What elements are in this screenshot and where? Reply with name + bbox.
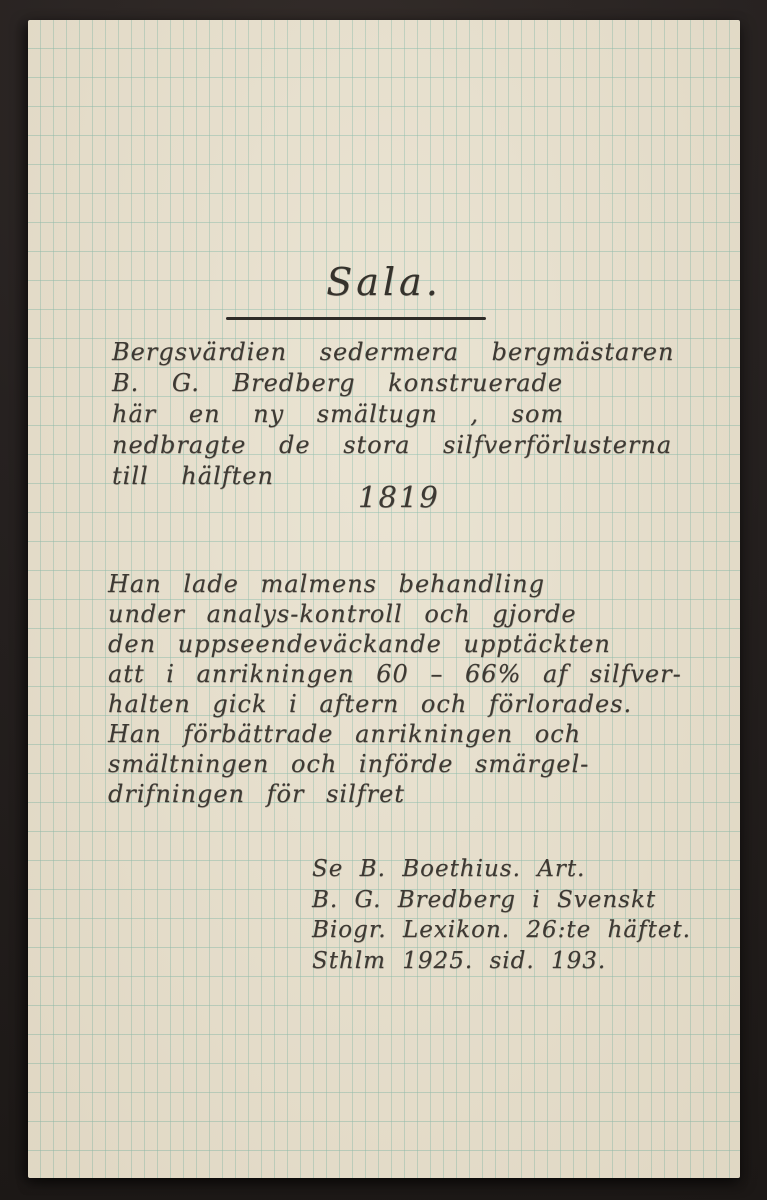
card-title: Sala. [326,260,442,304]
index-card [28,20,740,1178]
handwritten-line: till hälften [112,462,274,490]
citation-block [312,856,691,978]
handwritten-line: att i anrikningen 60 – 66% af silfver- [108,660,682,688]
handwritten-line: drifningen för silfret [108,780,405,808]
handwritten-line: nedbragte de stora silfverförlusterna [112,431,673,459]
citation-line: Sthlm 1925. sid. 193. [312,947,607,974]
handwritten-line: Bergsvärdien sedermera bergmästaren [112,338,675,366]
paragraph-1 [112,338,674,493]
citation-line: B. G. Bredberg i Svenskt [312,886,657,913]
year-annotation: 1819 [358,480,440,514]
handwritten-line: Han lade malmens behandling [108,570,545,598]
handwritten-line: B. G. Bredberg konstruerade [112,369,564,397]
handwritten-line: smältningen och införde smärgel- [108,750,590,778]
handwritten-line: halten gick i aftern och förlorades. [108,690,633,718]
handwritten-line: under analys-kontroll och gjorde [108,600,577,628]
handwritten-line: den uppseendeväckande upptäckten [108,630,611,658]
paragraph-2 [108,570,682,810]
handwritten-line: här en ny smältugn , som [112,400,565,428]
handwritten-line: Han förbättrade anrikningen och [108,720,582,748]
citation-line: Se B. Boethius. Art. [312,856,586,882]
title-underline [226,317,486,320]
citation-line: Biogr. Lexikon. 26:te häftet. [312,917,691,943]
